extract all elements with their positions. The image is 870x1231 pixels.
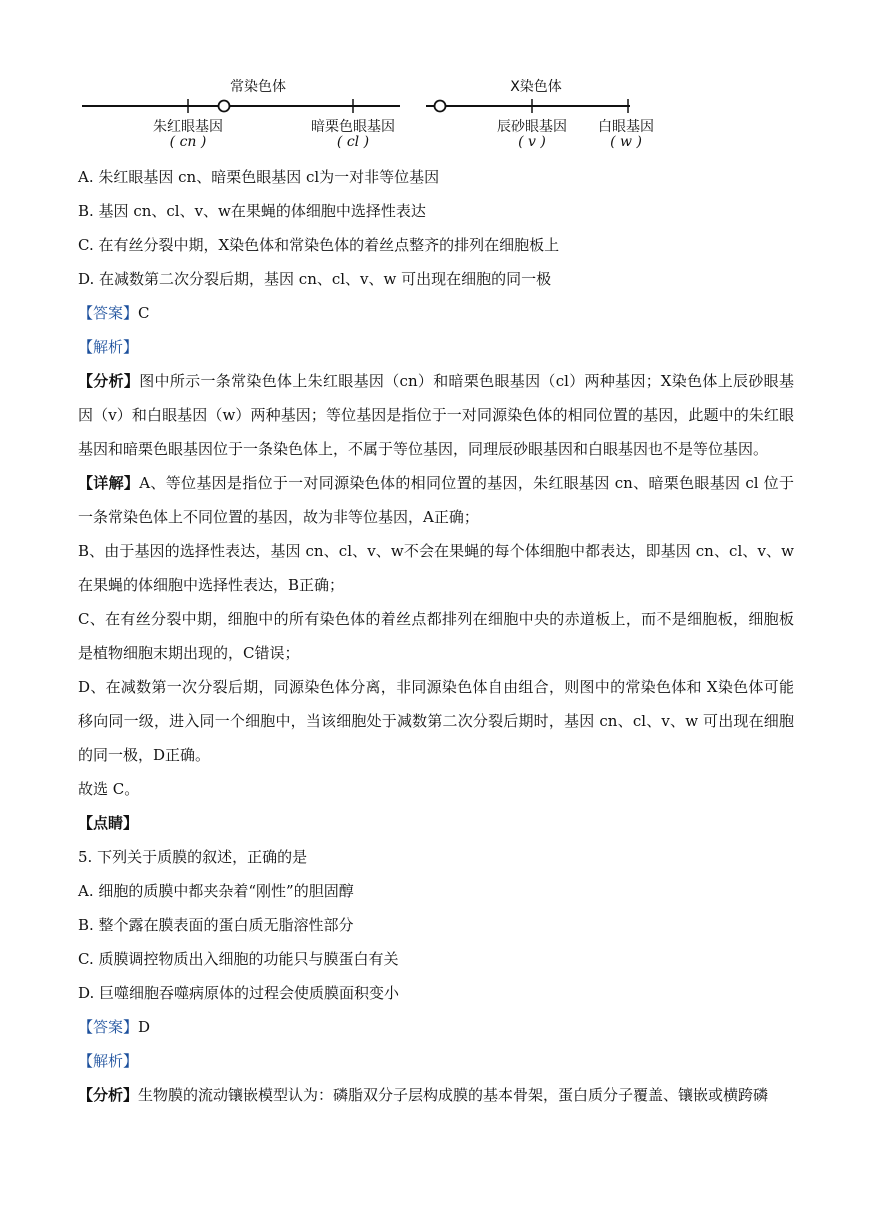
q4-option-b: B. 基因 cn、cl、v、w在果蝇的体细胞中选择性表达	[78, 202, 426, 220]
x-centromere	[435, 101, 446, 112]
q4-fenxi-paragraph	[78, 364, 794, 466]
q4-analysis-tag: 【解析】	[78, 338, 139, 356]
q4-dianjing-tag: 【点睛】	[78, 814, 139, 832]
answer-value: C	[138, 304, 150, 322]
fenxi-text: 生物膜的流动镶嵌模型认为：磷脂双分子层构成膜的基本骨架，蛋白质分子覆盖、镶嵌或横跨磷	[138, 1086, 769, 1104]
autosome-title: 常染色体	[230, 79, 286, 95]
q4-option-c: C. 在有丝分裂中期，X染色体和常染色体的着丝点整齐的排列在细胞板上	[78, 236, 560, 254]
q4-xiangjie-b: B、由于基因的选择性表达，基因 cn、cl、v、w不会在果蝇的每个体细胞中都表达，即基因 cn、cl、v、w在果蝇的体细胞中选择性表达，B正确；	[78, 542, 794, 594]
fenxi-tag: 【分析】	[78, 372, 140, 390]
q5-option-a: A. 细胞的质膜中都夹杂着“刚性”的胆固醇	[78, 882, 354, 900]
cn-gene-symbol: ( cn )	[169, 134, 207, 150]
q5-stem: 5. 下列关于质膜的叙述，正确的是	[78, 848, 308, 866]
autosome-centromere	[219, 101, 230, 112]
q4-xiangjie-a	[78, 466, 794, 534]
document-body	[78, 160, 794, 1112]
xiangjie-a-text: A、等位基因是指位于一对同源染色体的相同位置的基因，朱红眼基因 cn、暗栗色眼基因 cl 位于一条常染色体上不同位置的基因，故为非等位基因，A正确；	[78, 474, 794, 526]
q4-xiangjie-d: D、在减数第一次分裂后期，同源染色体分离，非同源染色体自由组合，则图中的常染色体和 X染色体可能移向同一级，进入同一个细胞中，当该细胞处于减数第二次分裂后期时，基因 cn、cl、v、w 可出现在细胞的同一极，D正确。	[78, 678, 794, 764]
q5-analysis-tag: 【解析】	[78, 1052, 139, 1070]
w-gene-label: 白眼基因	[598, 119, 654, 135]
q4-xiangjie-c: C、在有丝分裂中期，细胞中的所有染色体的着丝点都排列在细胞中央的赤道板上，而不是细胞板，细胞板是植物细胞末期出现的，C错误；	[78, 610, 794, 662]
q4-conclusion: 故选 C。	[78, 780, 140, 798]
q5-option-b: B. 整个露在膜表面的蛋白质无脂溶性部分	[78, 916, 354, 934]
fenxi-text: 图中所示一条常染色体上朱红眼基因（cn）和暗栗色眼基因（cl）两种基因；X染色体上辰砂眼基因（v）和白眼基因（w）两种基因；等位基因是指位于一对同源染色体的相同位置的基因，此题中的朱红眼基因和暗栗色眼基因位于一条染色体上，不属于等位基因，同理辰砂眼基因和白眼基因也不是等位基因。	[78, 372, 794, 458]
q4-option-a: A. 朱红眼基因 cn、暗栗色眼基因 cl为一对非等位基因	[78, 168, 440, 186]
q5-option-d: D. 巨噬细胞吞噬病原体的过程会使质膜面积变小	[78, 984, 400, 1002]
answer-value: D	[138, 1018, 151, 1036]
cn-gene-label: 朱红眼基因	[153, 119, 223, 135]
fenxi-tag: 【分析】	[78, 1086, 139, 1104]
cl-gene-label: 暗栗色眼基因	[311, 119, 395, 135]
answer-tag: 【答案】	[78, 304, 139, 322]
q4-answer-row	[78, 296, 794, 330]
q4-option-d: D. 在减数第二次分裂后期，基因 cn、cl、v、w 可出现在细胞的同一极	[78, 270, 552, 288]
v-gene-symbol: ( v )	[518, 134, 546, 150]
q5-option-c: C. 质膜调控物质出入细胞的功能只与膜蛋白有关	[78, 950, 399, 968]
cl-gene-symbol: ( cl )	[336, 134, 370, 150]
answer-tag: 【答案】	[78, 1018, 139, 1036]
chromosome-diagram	[78, 72, 678, 162]
xiangjie-tag: 【详解】	[78, 474, 140, 492]
x-chromosome-title: X染色体	[510, 79, 562, 95]
q5-fenxi-paragraph	[78, 1078, 794, 1112]
q5-answer-row	[78, 1010, 794, 1044]
w-gene-symbol: ( w )	[610, 134, 642, 150]
v-gene-label: 辰砂眼基因	[497, 119, 567, 135]
